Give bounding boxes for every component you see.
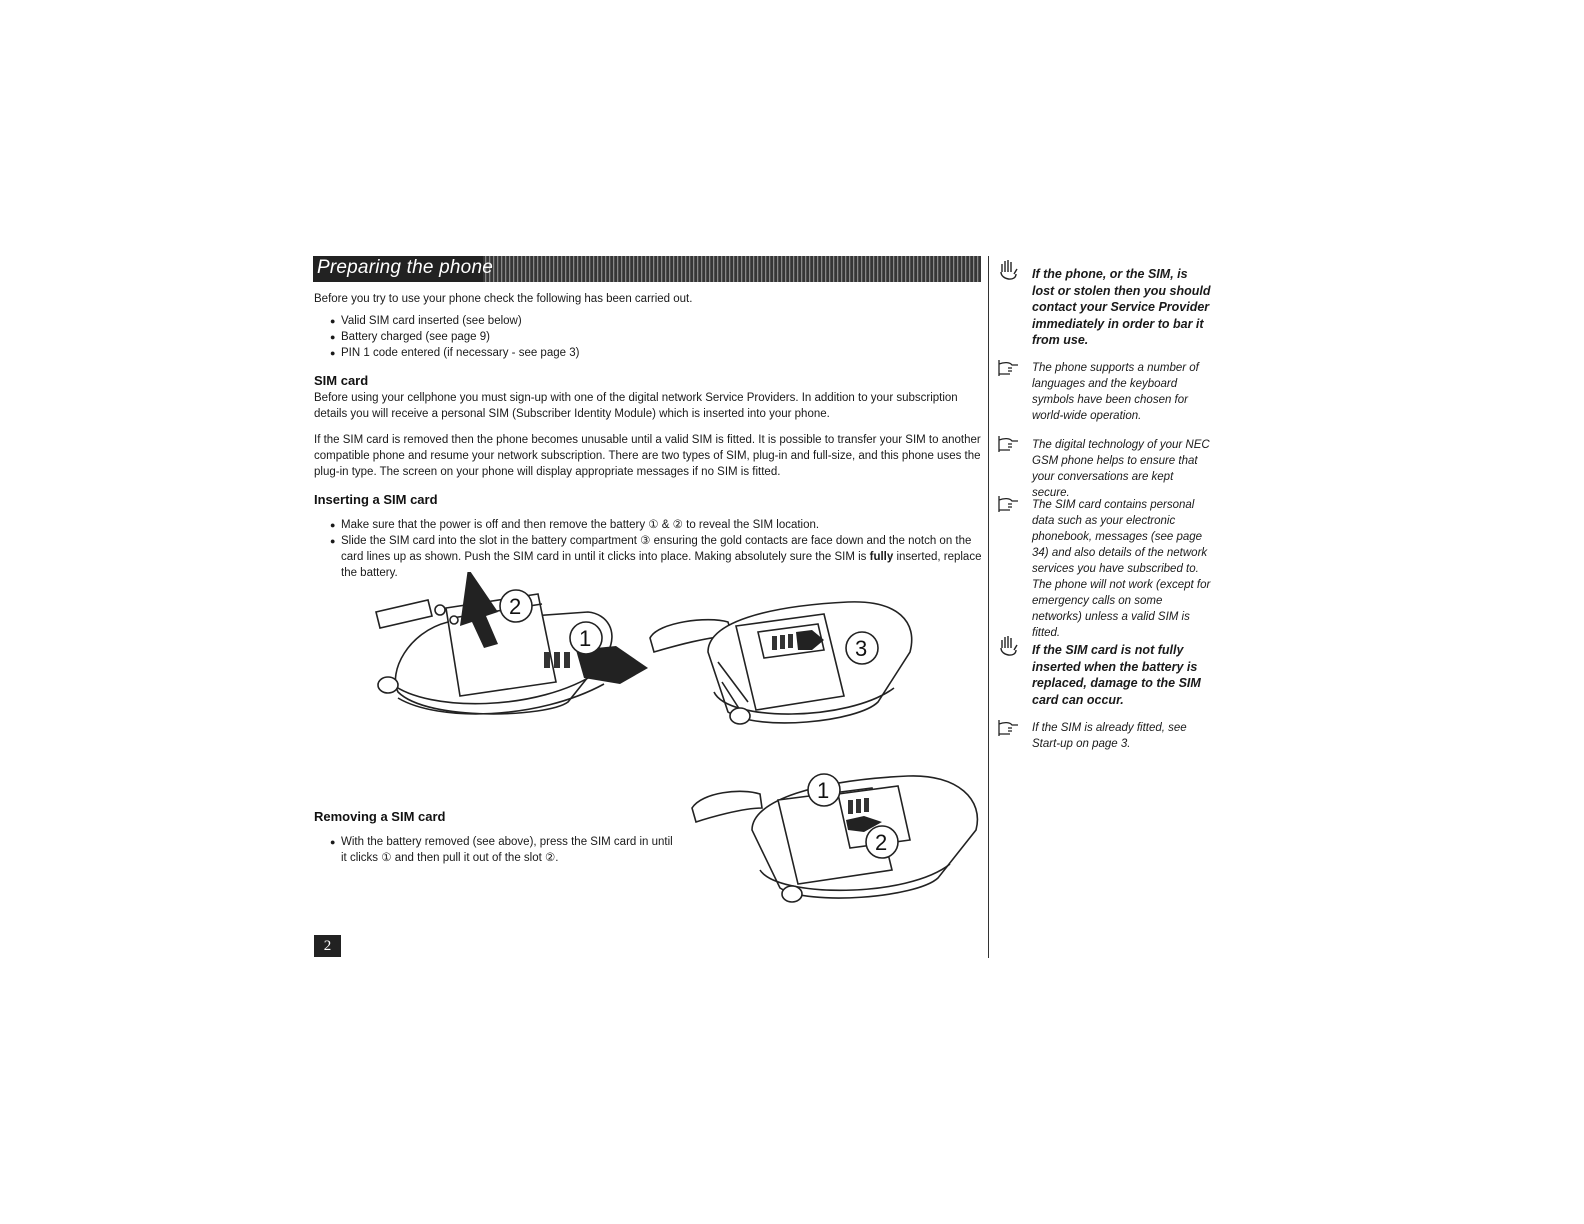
sim-card-paragraph-1: Before using your cellphone you must sign-up with one of the digital network Service Providers. In addition to your subscription details you will receive a personal SIM (Subscriber Identity Module) which is inserted into your phone. [314,392,958,420]
sidebar-note: The digital technology of your NEC GSM phone helps to ensure that your conversations are kept secure. [1032,439,1210,499]
sidebar-note: The SIM card contains personal data such as your electronic phonebook, messages (see page 34) and also details of the network services you have subscribed to. The phone will not work (except for emergency calls on some networks) unless a valid SIM is fitted. [1032,499,1211,639]
checklist [330,313,579,361]
callout-number: 1 [579,626,592,651]
sidebar-warning: If the phone, or the SIM, is lost or stolen then you should contact your Service Provider immediately in order to bar it from use. [1032,267,1211,347]
list-item: ● Battery charged (see page 9) [330,329,579,345]
page-number: 2 [314,935,341,957]
list-item: ● Make sure that the power is off and then remove the battery ① & ② to reveal the SIM location. [330,517,982,533]
callout-number: 2 [509,594,522,619]
list-item: ● With the battery removed (see above), press the SIM card in until it clicks ① and then pull it out of the slot ②. [330,834,680,866]
section-banner [313,256,981,282]
pointing-hand-icon [996,716,1022,742]
emphasis-text: fully [869,551,894,563]
pointing-hand-icon [996,492,1022,518]
sidebar-note: The phone supports a number of languages and the keyboard symbols have been chosen for world-wide operation. [1032,362,1199,422]
sim-insertion-illustration [648,592,923,732]
list-item: ● Valid SIM card inserted (see below) [330,313,579,329]
sim-card-paragraph-2: If the SIM card is removed then the phone becomes unusable until a valid SIM is fitted. It is possible to transfer your SIM to another compatible phone and resume your network subscription. There are two types of SIM, plug-in and full-size, and this phone uses the plug-in type. The screen on your phone will display appropriate messages if no SIM is fitted. [314,434,981,478]
inserting-heading: Inserting a SIM card [314,492,438,507]
removing-steps [330,834,680,866]
step-text: inserted, replace the battery. [341,551,982,579]
banner-texture [483,256,981,282]
list-item: ● PIN 1 code entered (if necessary - see page 3) [330,345,579,361]
sim-removal-illustration [688,770,983,910]
intro-text: Before you try to use your phone check the following has been carried out. [314,293,693,305]
callout-number: 3 [855,636,868,661]
pointing-hand-icon [996,356,1022,382]
callout-number: 1 [817,778,830,803]
callout-number: 2 [875,830,888,855]
sim-card-heading: SIM card [314,373,369,388]
removing-heading: Removing a SIM card [314,809,446,824]
step-text: Slide the SIM card into the slot in the battery compartment ③ ensuring the gold contacts are face down and the notch on the card lines up as shown. Push the SIM card in until it clicks into place. Making absolutely sure the SIM is [341,535,972,563]
battery-removal-illustration [368,572,658,722]
column-divider [988,256,989,958]
hand-icon [996,634,1022,660]
sidebar-note: If the SIM is already fitted, see Start-up on page 3. [1032,722,1187,750]
hand-icon [996,258,1022,284]
sidebar-warning: If the SIM card is not fully inserted when the battery is replaced, damage to the SIM card can occur. [1032,643,1201,707]
pointing-hand-icon [996,432,1022,458]
page-title: Preparing the phone [317,257,493,278]
